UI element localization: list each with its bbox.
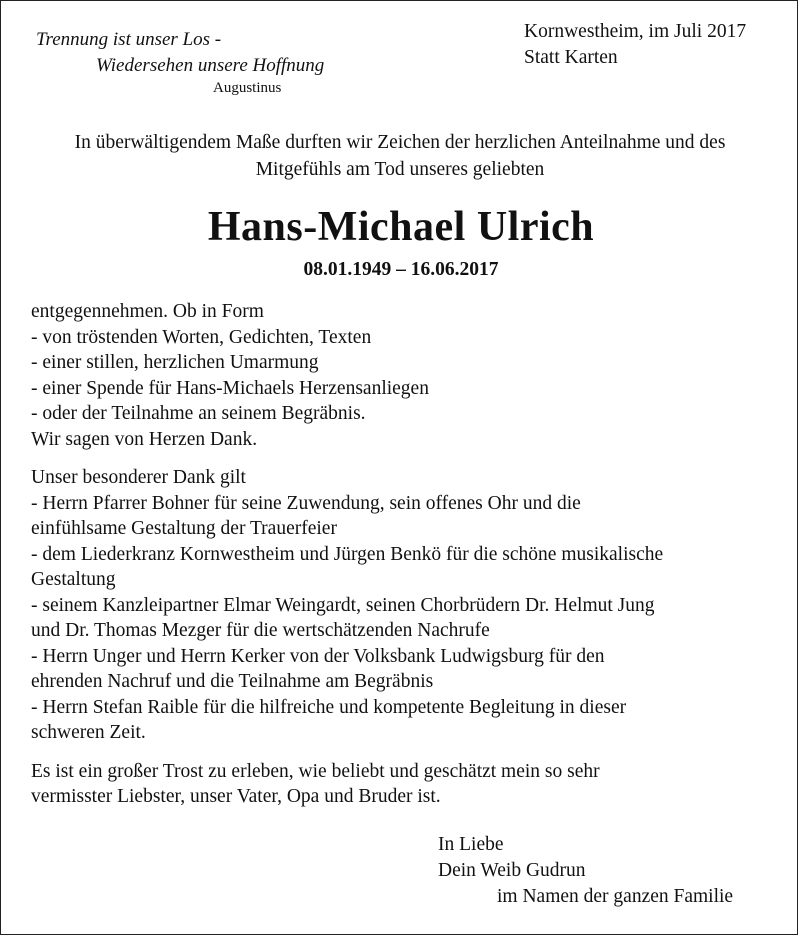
- body-line: Wir sagen von Herzen Dank.: [31, 428, 258, 450]
- place-date: Kornwestheim, im Juli 2017: [524, 21, 747, 42]
- deceased-name: Hans-Michael Ulrich: [207, 204, 595, 250]
- paragraph-gap: [31, 452, 791, 465]
- body-line: entgegennehmen. Ob in Form: [31, 301, 264, 322]
- statt-karten: Statt Karten: [524, 47, 618, 68]
- body-line: - einer Spende für Hans-Michaels Herzensanliegen: [31, 377, 429, 399]
- closing-signature: Dein Weib Gudrun: [438, 860, 586, 881]
- body-line: - Herrn Stefan Raible für die hilfreiche und kompetente Begleitung in dieser: [31, 696, 627, 718]
- body-line: und Dr. Thomas Mezger für die wertschätzenden Nachrufe: [31, 620, 490, 641]
- body-line: Gestaltung: [31, 569, 116, 590]
- closing-in-liebe: In Liebe: [438, 834, 504, 855]
- motto-author: Augustinus: [213, 80, 282, 96]
- body-line: - oder der Teilnahme an seinem Begräbnis.: [31, 403, 366, 424]
- body-line: vermisster Liebster, unser Vater, Opa und Bruder ist.: [31, 786, 441, 807]
- body-line: - Herrn Unger und Herrn Kerker von der Volksbank Ludwigsburg für den: [31, 645, 605, 667]
- intro-text: [11, 129, 789, 183]
- body-line: ehrenden Nachruf und die Teilnahme am Begräbnis: [31, 671, 434, 692]
- body-line: - von tröstenden Worten, Gedichten, Texten: [31, 326, 372, 348]
- intro-line-1: In überwältigendem Maße durften wir Zeichen der herzlichen Anteilnahme und des: [74, 132, 726, 153]
- body-line: Unser besonderer Dank gilt: [31, 467, 246, 488]
- body-line: - seinem Kanzleipartner Elmar Weingardt, seinen Chorbrüdern Dr. Helmut Jung: [31, 594, 655, 616]
- motto-line-1: Trennung ist unser Los -: [36, 29, 222, 50]
- paragraph-gap: [31, 746, 791, 759]
- motto-line-2: Wiedersehen unsere Hoffnung: [96, 55, 325, 76]
- message-body: [31, 299, 791, 810]
- body-line: - einer stillen, herzlichen Umarmung: [31, 352, 319, 373]
- body-line: Es ist ein großer Trost zu erleben, wie beliebt und geschätzt mein so sehr: [31, 760, 600, 782]
- life-dates: 08.01.1949 – 16.06.2017: [303, 259, 499, 280]
- intro-line-2: Mitgefühls am Tod unseres geliebten: [255, 159, 545, 180]
- body-line: - dem Liederkranz Kornwestheim und Jürgen Benkö für die schöne musikalische: [31, 543, 664, 565]
- closing-family: im Namen der ganzen Familie: [497, 886, 734, 907]
- body-line: einfühlsame Gestaltung der Trauerfeier: [31, 518, 337, 539]
- body-line: schweren Zeit.: [31, 722, 146, 743]
- body-line: - Herrn Pfarrer Bohner für seine Zuwendung, sein offenes Ohr und die: [31, 492, 581, 514]
